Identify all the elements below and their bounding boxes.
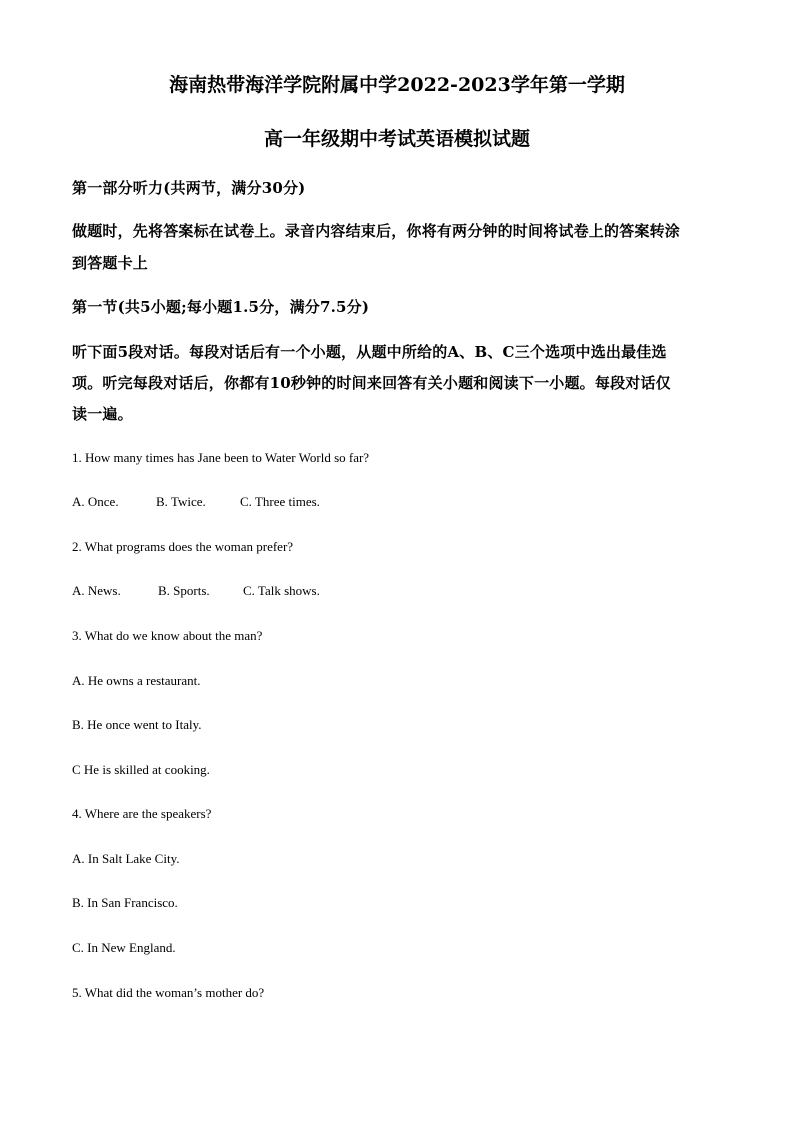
question-3-option-b: B. He once went to Italy. <box>72 717 202 732</box>
section1-instruction-line3: 读一遍。 <box>72 405 133 423</box>
part1-instruction-line1: 做题时，先将答案标在试卷上。录音内容结束后，你将有两分钟的时间将试卷上的答案转涂 <box>72 222 681 240</box>
question-4-option-a: A. In Salt Lake City. <box>72 851 180 866</box>
question-2-text: 2. What programs does the woman prefer? <box>72 539 294 554</box>
part1-heading: 第一部分听力(共两节，满分30分) <box>72 179 306 197</box>
exam-title-line2: 高一年级期中考试英语模拟试题 <box>263 128 530 150</box>
question-1-option-a: A. Once. <box>72 494 119 509</box>
question-2-option-a: A. News. <box>72 583 121 598</box>
question-2-options <box>72 583 320 599</box>
question-1-option-c: C. Three times. <box>240 494 320 509</box>
part1-instruction-line2: 到答题卡上 <box>72 254 149 272</box>
question-3-text: 3. What do we know about the man? <box>72 628 263 643</box>
exam-title-line1: 海南热带海洋学院附属中学2022-2023学年第一学期 <box>169 74 625 96</box>
section1-heading: 第一节(共5小题;每小题1.5分，满分7.5分) <box>72 298 370 316</box>
question-4-option-b: B. In San Francisco. <box>72 895 178 910</box>
question-3-option-c: C He is skilled at cooking. <box>72 762 210 777</box>
question-3-option-a: A. He owns a restaurant. <box>72 673 201 688</box>
section1-instruction-line2: 项。听完每段对话后，你都有10秒钟的时间来回答有关小题和阅读下一小题。每段对话仅 <box>72 374 671 392</box>
question-1-text: 1. How many times has Jane been to Water World so far? <box>72 450 370 465</box>
question-4-text: 4. Where are the speakers? <box>72 806 212 821</box>
question-2-option-b: B. Sports. <box>158 583 210 598</box>
section1-instruction-line1: 听下面5段对话。每段对话后有一个小题，从题中所给的A、B、C三个选项中选出最佳选 <box>72 343 667 361</box>
question-4-option-c: C. In New England. <box>72 940 176 955</box>
question-2-option-c: C. Talk shows. <box>243 583 320 598</box>
question-1-options <box>72 494 320 510</box>
question-5-text: 5. What did the woman’s mother do? <box>72 985 265 1000</box>
question-1-option-b: B. Twice. <box>156 494 206 509</box>
